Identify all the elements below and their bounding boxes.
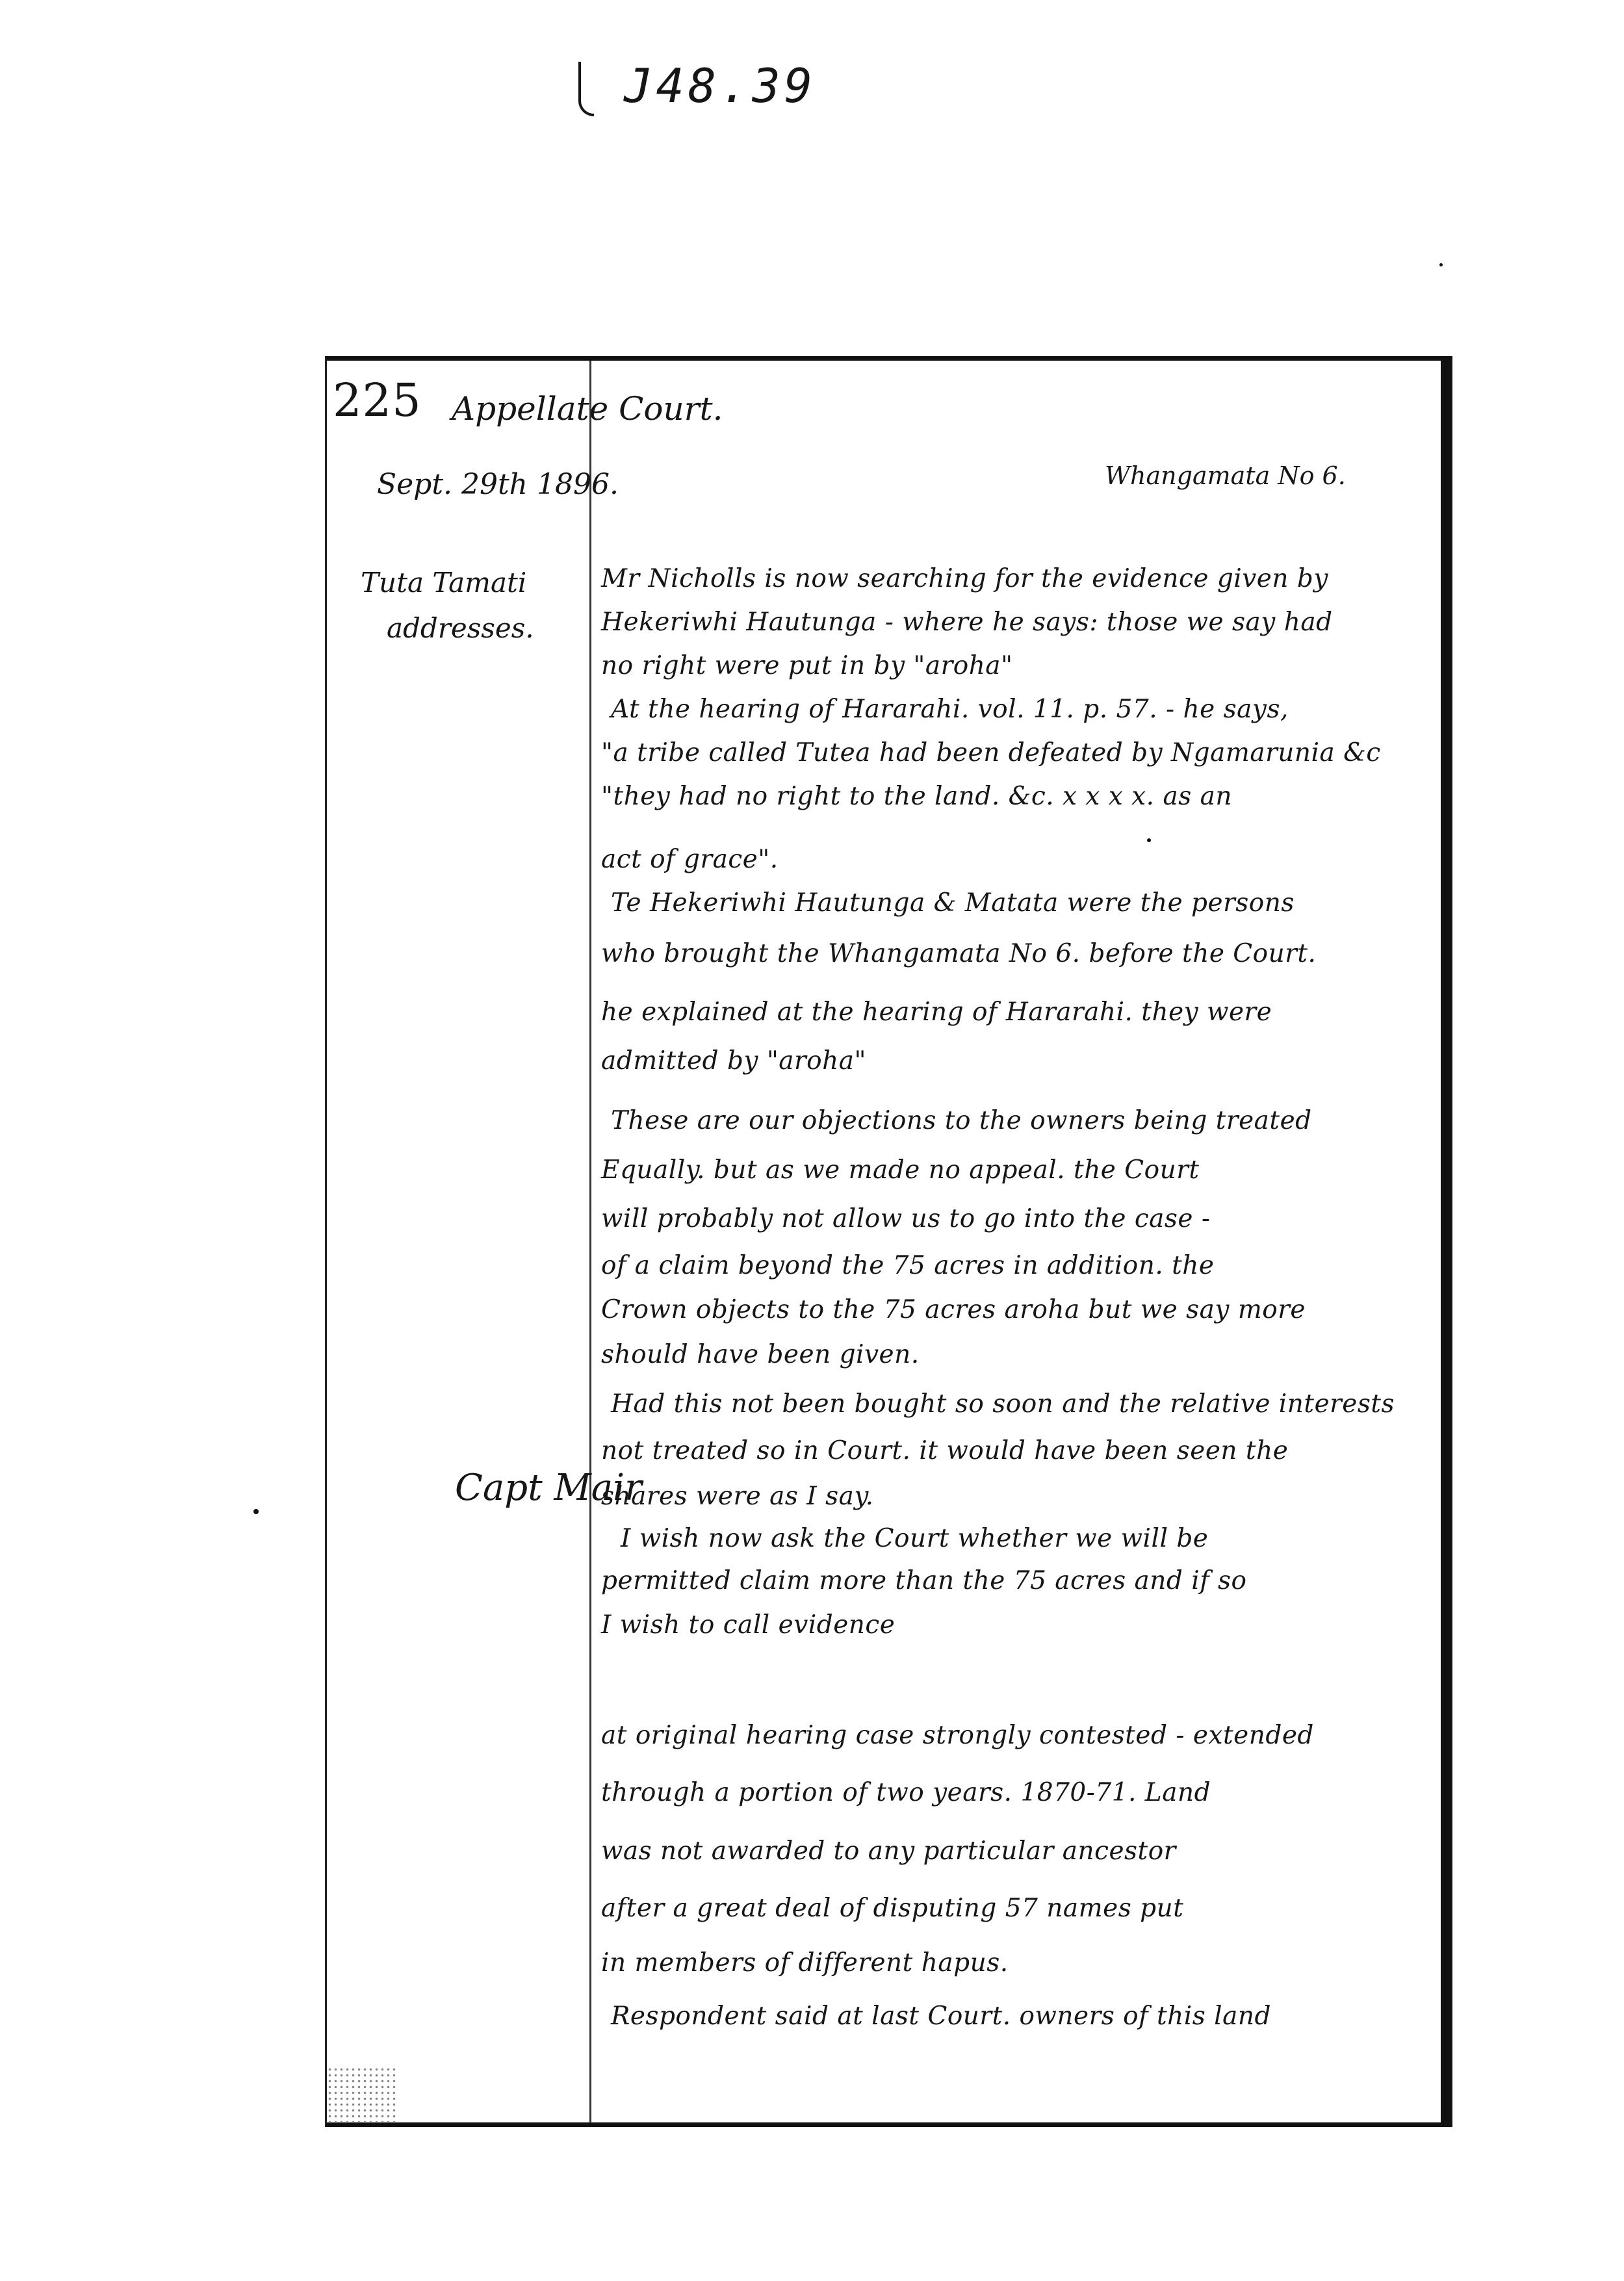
text-line: "they had no right to the land. &c. x x x x. as an (601, 782, 1232, 811)
text-line: "a tribe called Tutea had been defeated by Ngamarunia &c (601, 738, 1381, 767)
text-line: Crown objects to the 75 acres aroha but we say more (601, 1295, 1306, 1324)
text-line: Mr Nicholls is now searching for the evidence given by (601, 564, 1328, 593)
text-line: I wish to call evidence (601, 1610, 896, 1640)
text-line: not treated so in Court. it would have been seen the (601, 1436, 1289, 1465)
text-line: no right were put in by "aroha" (601, 651, 1013, 680)
scan-speck (253, 1509, 259, 1514)
text-line: should have been given. (601, 1340, 920, 1369)
text-line: through a portion of two years. 1870-71. Land (601, 1778, 1211, 1807)
date: Sept. 29th 1896. (377, 468, 619, 501)
text-line: was not awarded to any particular ancestor (601, 1836, 1176, 1866)
text-line: who brought the Whangamata No 6. before the Court. (601, 939, 1317, 968)
reference-bracket (578, 62, 594, 116)
text-line: at original hearing case strongly contested - extended (601, 1721, 1314, 1750)
text-line: act of grace". (601, 845, 779, 874)
text-line: of a claim beyond the 75 acres in addition. the (601, 1251, 1215, 1280)
text-line: permitted claim more than the 75 acres and if so (601, 1566, 1247, 1595)
margin-rule (589, 361, 591, 2123)
speaker-tuta-tamati (361, 560, 534, 651)
speaker-name: Tuta Tamati (361, 567, 527, 599)
reference-number: J48.39 (624, 58, 817, 113)
text-line: I wish now ask the Court whether we will be (621, 1524, 1209, 1553)
text-line: in members of different hapus. (601, 1948, 1009, 1978)
scan-speck (1147, 838, 1151, 842)
text-line: Equally. but as we made no appeal. the Court (601, 1155, 1200, 1185)
speaker-capt-mair: Capt Mair (455, 1467, 642, 1509)
text-line: Hekeriwhi Hautunga - where he says: those we say had (601, 608, 1333, 637)
folio-number: 225 (333, 374, 422, 427)
text-line: At the hearing of Hararahi. vol. 11. p. 57. - he says, (611, 695, 1289, 724)
text-line: Respondent said at last Court. owners of this land (611, 2002, 1271, 2031)
corner-noise (327, 2067, 398, 2122)
text-line: admitted by "aroha" (601, 1046, 866, 1076)
block-title: Whangamata No 6. (1105, 461, 1346, 490)
text-line: These are our objections to the owners being treated (611, 1106, 1312, 1135)
header-title: Appellate Court. (452, 390, 723, 428)
text-line: will probably not allow us to go into the case - (601, 1204, 1211, 1233)
scan-speck (1439, 263, 1443, 266)
speaker-action: addresses. (387, 612, 534, 644)
text-line: he explained at the hearing of Hararahi. they were (601, 998, 1272, 1027)
text-line: shares were as I say. (601, 1482, 874, 1511)
text-line: after a great deal of disputing 57 names put (601, 1894, 1184, 1923)
text-line: Te Hekeriwhi Hautunga & Matata were the persons (611, 888, 1295, 918)
text-line: Had this not been bought so soon and the relative interests (611, 1389, 1395, 1419)
